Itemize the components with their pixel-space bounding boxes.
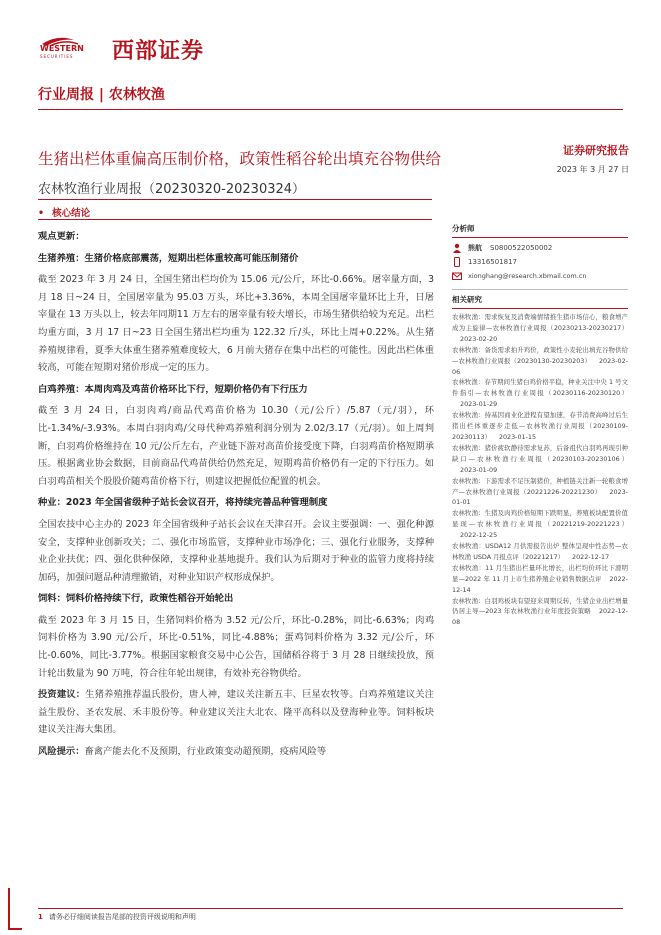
title-divider (38, 199, 432, 200)
related-item[interactable] (452, 345, 628, 378)
logo-en: WESTERN (40, 44, 84, 53)
conclusion-divider (38, 219, 432, 220)
related-item-text: 农林牧渔：需求恢复及消费端情绪推生猪市场信心，粮食增产成为主旋律—农林牧渔行业周报（20230213-20230217） (452, 313, 628, 332)
page-number: 1 (38, 913, 43, 921)
analyst-phone: 13316501817 (468, 258, 517, 266)
main-body (38, 228, 434, 761)
section-text-seed: 全国农技中心主办的 2023 年全国省级种子站长会议在天津召开。会议主要强调：一、强化种源安全，支撑种业创新攻关；二、强化市场监管，支撑种业市场净化；三、强化行业服务，支撑种业企业扶优；四、强化供种保障，支撑种业基地提升。我们认为后期对于种业的监管力度将持续加码，加强问题品种清理撤销，对种业知识产权形成保护。 (38, 518, 434, 583)
related-item[interactable] (452, 476, 628, 509)
related-divider (452, 308, 628, 309)
related-item-text: 农林牧渔：猪价疲软静待需求复苏，后备祖代白羽鸡再现引种缺口—农林牧渔行业周报（20230103-20230106） (452, 443, 628, 463)
company-logo (38, 30, 228, 70)
related-item-text: 农林牧渔：白羽鸡板块有望迎来周期反转，生猪企业出栏增量仍居主导—2023 年农林牧渔行业年度投资策略 (452, 596, 628, 616)
analyst-email[interactable]: xionghang@research.xbmail.com.cn (468, 272, 587, 280)
related-item[interactable] (452, 508, 628, 541)
related-item-date: 2023-01-29 (460, 400, 498, 409)
page-corner-mark (8, 888, 22, 930)
report-type: 证券研究报告 (563, 144, 629, 157)
related-item-date: 2023-02-06 (452, 356, 628, 376)
risk-warning-text: 畜禽产能去化不及预期，行业政策变动超预期，疫病风险等 (84, 746, 327, 758)
related-item[interactable] (452, 377, 628, 410)
risk-warning-label: 风险提示： (38, 746, 85, 758)
analyst-id: S0800522050002 (490, 244, 553, 252)
related-item-text: 农林牧渔：春节期间生猪白鸡价格平稳，种业关注中央 1 号文件指引—农林牧渔行业周报（20230116-20230120） (452, 378, 628, 398)
analyst-bottom-divider (452, 289, 628, 290)
email-row (452, 269, 628, 283)
related-item[interactable] (452, 563, 628, 596)
analyst-row (452, 241, 628, 255)
phone-row (452, 255, 628, 269)
related-item-text: 农林牧渔：下游需求不足压制猪价，种植链关注新一轮粮食增产—农林牧渔行业周报（20221226-20221230） (452, 476, 628, 496)
report-category: 行业周报 | 农林牧渔 (38, 87, 165, 103)
section-text-feed: 截至 2023 年 3 月 15 日，生猪饲料价格为 3.52 元/公斤，环比-0.28%，同比-6.63%；肉鸡饲料价格为 3.90 元/公斤，环比-0.51%，同比-4.88%；蛋鸡饲料价格为 3.32 元/公斤，环比-0.60%，同比-3.77%。根据国家粮食交易中心公告，国储稻谷将于 3 月 28 日继续投放，预计轮出数量为 90 万吨，符合往年轮出规律，有效补充谷物供给。 (38, 614, 434, 679)
related-research-list (452, 312, 628, 628)
report-subtitle: 农林牧渔行业周报（20230320-20230324） (38, 182, 306, 197)
bullet-icon: • (38, 208, 45, 219)
related-item-date: 2023-01-09 (460, 465, 498, 474)
core-label-text: 核心结论 (52, 208, 91, 219)
related-item-date: 2023-01-15 (498, 432, 537, 441)
section-head-seed: 种业：2023 年全国省级种子站长会议召开，将持续完善品种管理制度 (38, 497, 328, 509)
header-divider (38, 109, 623, 110)
section-head-feed: 饲料：饲料价格持续下行，政策性稻谷开始轮出 (38, 593, 234, 605)
related-heading: 相关研究 (452, 295, 482, 304)
footer-divider (38, 908, 623, 909)
investment-advice-text: 生猪养殖推荐温氏股份，唐人神，建议关注新五丰、巨星农牧等。白鸡养殖建议关注益生股份、圣农发展、禾丰股份等。种业建议关注大北农、隆平高科以及登海种业等。饲料板块建议关注海大集团。 (38, 689, 434, 736)
related-item[interactable] (452, 312, 628, 345)
phone-icon (452, 257, 462, 267)
investment-advice (38, 686, 434, 739)
core-conclusion-label (38, 205, 90, 219)
section-head-pig: 生猪养殖：生猪价格底部震荡，短期出栏体重较高可能压制猪价 (38, 252, 299, 264)
report-date: 2023 年 3 月 27 日 (556, 165, 629, 174)
related-item[interactable] (452, 541, 628, 563)
footer (38, 912, 196, 922)
section-text-pig: 截至 2023 年 3 月 24 日，全国生猪出栏均价为 15.06 元/公斤，环比-0.66%。屠宰量方面，3 月 18 日~24 日，全国屠宰量为 95.03 万头，环比+3.36%，本周全国屠宰量环比上升，日屠宰量在 13 万头以上，较去年同期11 万左右的屠宰量有较大增长，市场生猪供给较为充足。出栏均重方面，3 月 17 日~23 日全国生猪出栏均重为 122.32 斤/头，环比上周+0.22%。从生猪养殖规律看，夏季大体重生猪养殖难度较大，6 月前大猪存在集中出栏的可能性。因此出栏体重较高，可能在短期对猪价形成一定的压力。 (38, 274, 434, 374)
related-item[interactable] (452, 410, 628, 443)
analyst-divider (452, 237, 628, 238)
report-title: 生猪出栏体重偏高压制价格，政策性稻谷轮出填充谷物供给 (38, 150, 442, 168)
related-item-date: 2022-12-17 (572, 552, 610, 561)
section-head-update: 观点更新： (38, 231, 85, 242)
related-item-text: 农林牧渔：USDA12 月供需报告出炉 整体呈现中性态势—农林牧渔 USDA 月报点评（20221217） (452, 542, 628, 561)
section-text-chicken: 截至 3 月 24 日，白羽肉鸡/商品代鸡苗价格为 10.30（元/公斤）/5.87（元/羽），环比-1.34%/-3.93%。本周白羽肉鸡/父母代种鸡养殖利润分别为 2.02/3.17（元/羽）。如上周判断，白羽鸡价格维持在 10 元/公斤左右，产业链下游对高苗价接受度下降，白羽鸡苗价格短期承压。根据禽业协会数据，目前商品代鸡苗供给仍然充足，短期鸡苗价格仍有一定的下行压力。如白羽鸡苗相关个股股价随鸡苗价格下行，则建议把握低位配置的机会。 (38, 405, 434, 487)
related-item-date: 2023-02-20 (460, 334, 498, 343)
related-item-text: 农林牧渔：生猪及肉鸡价格短期下跌明显，养殖板块配置价值显现—农林牧渔行业周报（20221219-20221223） (452, 509, 628, 529)
related-item[interactable] (452, 596, 628, 629)
related-item-text: 农林牧渔：持基因商业化进程有望加速，春节消费高峰过后生猪出栏体重逐步走低—农林牧渔行业周报（20230109-20230113） (452, 411, 628, 441)
related-item-text: 农林牧渔：备货需求拍升鸡价，政策性小麦轮出填充谷物供给—农林牧渔行业周报（20230130-20230203） (452, 345, 628, 365)
footer-text: 请务必仔细阅读报告尾部的投资评级说明和声明 (48, 913, 196, 921)
risk-warning (38, 743, 434, 761)
sidebar (452, 223, 628, 628)
related-item-text: 农林牧渔：11 月生猪出栏量环比增长，出栏均价环比下滑明显—2022 年 11 月上市生猪养殖企业销售数据点评 (452, 563, 628, 583)
related-item[interactable] (452, 443, 628, 476)
related-item-date: 2022-12-25 (460, 531, 498, 540)
section-head-chicken: 白鸡养殖：本周肉鸡及鸡苗价格环比下行，短期价格仍有下行压力 (38, 383, 308, 395)
logo-cn: 西部证券 (112, 39, 205, 64)
person-icon (452, 243, 462, 253)
related-item-date: 2022-12-14 (452, 574, 628, 594)
related-item-date: 2022-12-08 (452, 607, 628, 627)
email-icon (452, 271, 462, 281)
related-item-date: 2023-01-01 (452, 487, 628, 507)
analyst-heading: 分析师 (452, 224, 475, 233)
investment-advice-label: 投资建议： (38, 689, 86, 701)
logo-en-sub: SECURITIES (40, 54, 74, 59)
analyst-name: 熊航 (468, 244, 482, 252)
